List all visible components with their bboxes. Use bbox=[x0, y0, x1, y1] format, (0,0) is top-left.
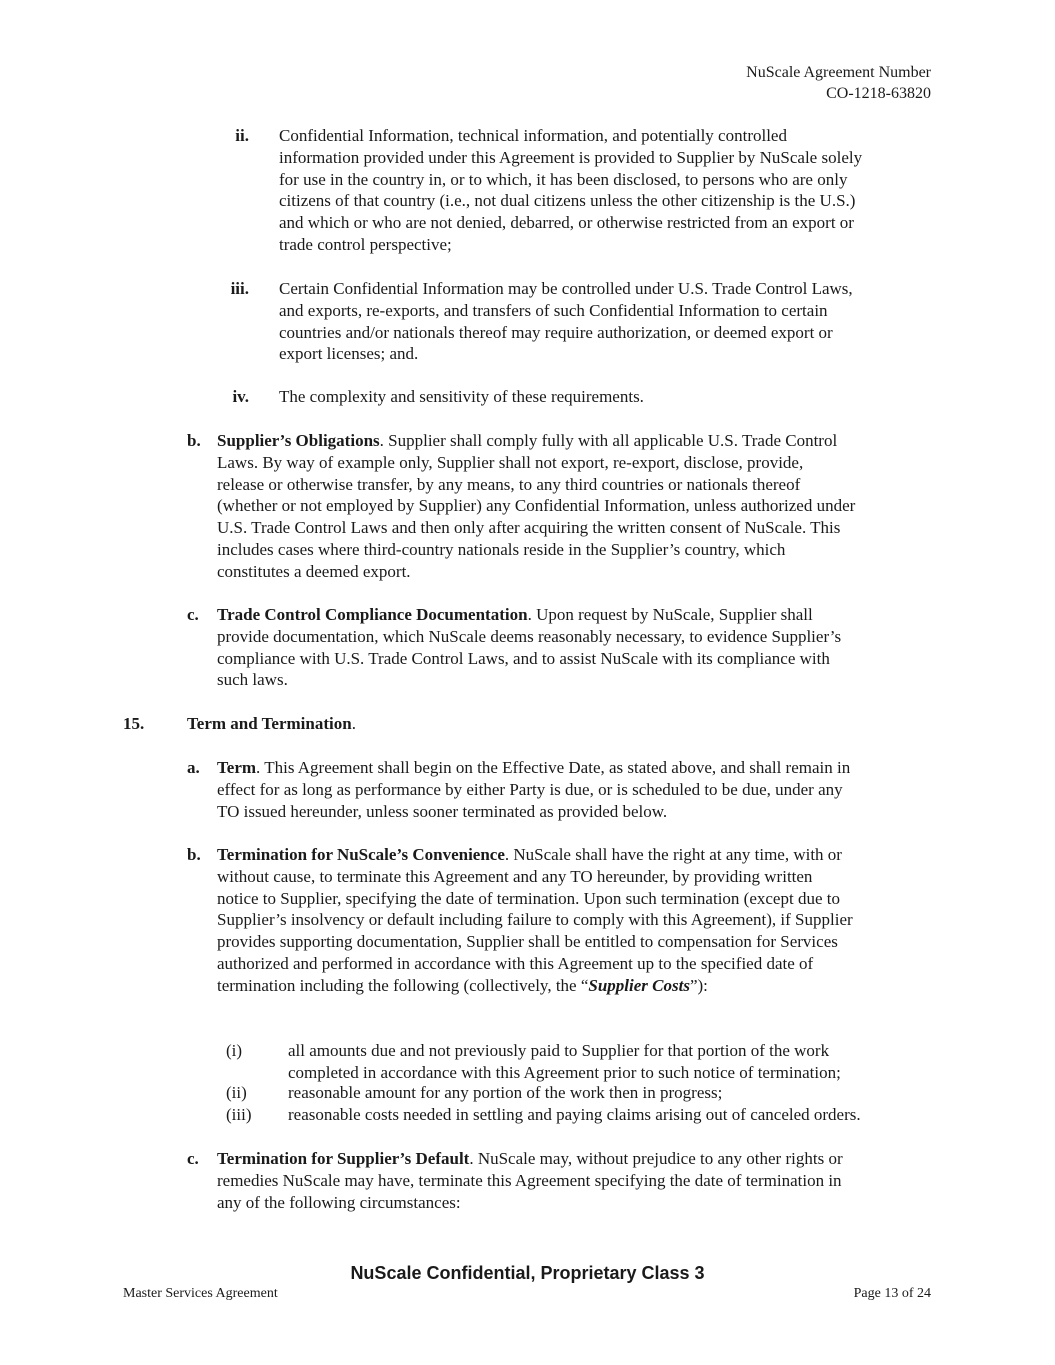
confidentiality-label: NuScale Confidential, Proprietary Class 3 bbox=[350, 1263, 705, 1283]
item-marker: (ii) bbox=[226, 1083, 247, 1102]
text-segment: citizens of that country (i.e., not dual citizens unless the other citizenship is the U.S.) bbox=[279, 191, 856, 211]
paragraph-s3 bbox=[288, 1104, 861, 1126]
text-line bbox=[288, 1104, 861, 1126]
text-segment: effect for as long as performance by either Party is due, or is scheduled to be due, under any bbox=[217, 779, 843, 799]
text-line bbox=[217, 626, 841, 648]
item-marker: (i) bbox=[226, 1041, 243, 1060]
text-segment: for use in the country in, or to which, it has been disclosed, to persons who are only bbox=[279, 169, 848, 189]
heading-term: Term bbox=[217, 758, 257, 777]
text-segment: and which or who are not denied, debarred, or otherwise restricted from an export or bbox=[279, 213, 854, 233]
item-marker: 15. bbox=[123, 714, 145, 733]
item-marker: (iii) bbox=[226, 1105, 252, 1124]
text-segment: completed in accordance with this Agreement prior to such notice of termination; bbox=[288, 1062, 841, 1082]
text-line bbox=[217, 1192, 843, 1214]
heading-term: Supplier’s Obligations bbox=[217, 431, 380, 450]
text-line bbox=[288, 1062, 841, 1084]
text-segment: any of the following circumstances: bbox=[217, 1192, 461, 1212]
text-segment: Confidential Information, technical information, and potentially controlled bbox=[279, 126, 787, 145]
text-segment: TO issued hereunder, unless sooner terminated as provided below. bbox=[217, 801, 668, 821]
text-line bbox=[217, 801, 850, 823]
text-line bbox=[217, 517, 855, 539]
text-segment: notice to Supplier, specifying the date of termination. Upon such termination (except due to bbox=[217, 888, 840, 908]
document-name: Master Services Agreement bbox=[123, 1286, 278, 1301]
text-segment: provide documentation, which NuScale deems reasonably necessary, to evidence Supplier’s bbox=[217, 626, 842, 646]
text-line bbox=[279, 169, 862, 191]
item-marker: c. bbox=[187, 1149, 199, 1168]
text-line bbox=[217, 495, 855, 517]
paragraph-15c bbox=[217, 1148, 843, 1213]
paragraph-14c bbox=[217, 604, 841, 691]
text-line bbox=[217, 975, 853, 997]
text-line bbox=[279, 322, 853, 344]
text-segment: export licenses; and. bbox=[279, 344, 419, 364]
text-line bbox=[217, 539, 855, 561]
text-line bbox=[217, 909, 853, 931]
paragraph-s1 bbox=[288, 1040, 841, 1084]
text-line bbox=[187, 713, 356, 735]
paragraph-iii bbox=[279, 278, 853, 365]
text-segment: . Upon request by NuScale, Supplier shall bbox=[527, 605, 813, 624]
text-line bbox=[279, 212, 862, 234]
item-marker: ii. bbox=[235, 126, 249, 145]
text-line bbox=[279, 125, 862, 147]
text-segment: . NuScale shall have the right at any time, with or bbox=[504, 845, 842, 864]
text-line bbox=[217, 931, 853, 953]
text-segment: Certain Confidential Information may be controlled under U.S. Trade Control Laws, bbox=[279, 279, 853, 298]
paragraph-s2 bbox=[288, 1082, 722, 1104]
text-line bbox=[217, 953, 853, 975]
heading-term: Supplier Costs bbox=[588, 975, 690, 995]
text-segment: remedies NuScale may have, terminate this Agreement specifying the date of termination in bbox=[217, 1170, 842, 1190]
text-segment: information provided under this Agreement is provided to Supplier by NuScale solely bbox=[279, 147, 863, 167]
text-line bbox=[279, 147, 862, 169]
text-segment: The complexity and sensitivity of these requirements. bbox=[279, 387, 644, 406]
text-line bbox=[217, 648, 841, 670]
text-segment: all amounts due and not previously paid to Supplier for that portion of the work bbox=[288, 1041, 830, 1060]
text-line bbox=[217, 604, 841, 626]
text-line bbox=[217, 474, 855, 496]
text-line bbox=[288, 1082, 722, 1104]
text-line bbox=[279, 386, 644, 408]
page-number: Page 13 of 24 bbox=[853, 1286, 931, 1301]
text-segment: ”): bbox=[689, 975, 708, 995]
text-segment: provides supporting documentation, Supplier shall be entitled to compensation for Services bbox=[217, 932, 838, 952]
paragraph-ii bbox=[279, 125, 862, 256]
text-segment: . NuScale may, without prejudice to any other rights or bbox=[469, 1149, 843, 1168]
text-segment: . bbox=[351, 714, 356, 733]
text-segment: countries and/or nationals thereof may require authorization, or deemed export or bbox=[279, 322, 833, 342]
item-marker: a. bbox=[187, 758, 200, 777]
text-line bbox=[279, 343, 853, 365]
text-line bbox=[217, 1170, 843, 1192]
text-line bbox=[217, 430, 855, 452]
text-segment: Supplier’s insolvency or default including failure to comply with this Agreement), if Supplier bbox=[217, 910, 853, 930]
text-line bbox=[217, 779, 850, 801]
agreement-number: CO-1218-63820 bbox=[826, 85, 931, 102]
paragraph-15a bbox=[217, 757, 850, 822]
text-segment: reasonable amount for any portion of the work then in progress; bbox=[288, 1083, 723, 1102]
text-line bbox=[217, 866, 853, 888]
text-segment: U.S. Trade Control Laws and then only after acquiring the written consent of NuScale. This bbox=[217, 518, 841, 538]
text-line bbox=[279, 234, 862, 256]
text-segment: release or otherwise transfer, by any means, to any third countries or nationals thereof bbox=[217, 474, 801, 494]
paragraph-15b bbox=[217, 844, 853, 997]
paragraph-14b bbox=[217, 430, 855, 583]
paragraph-iv bbox=[279, 386, 644, 408]
item-marker: iv. bbox=[232, 387, 249, 406]
text-segment: includes cases where third-country nationals reside in the Supplier’s country, which bbox=[217, 539, 786, 559]
text-segment: trade control perspective; bbox=[279, 234, 452, 254]
text-segment: . Supplier shall comply fully with all applicable U.S. Trade Control bbox=[379, 431, 838, 450]
text-segment: authorized and performed in accordance with this Agreement up to the specified date of bbox=[217, 953, 814, 973]
text-line bbox=[217, 452, 855, 474]
text-line bbox=[217, 888, 853, 910]
text-line bbox=[279, 300, 853, 322]
text-line bbox=[217, 1148, 843, 1170]
text-segment: such laws. bbox=[217, 670, 288, 690]
item-marker: b. bbox=[187, 431, 201, 450]
text-segment: constitutes a deemed export. bbox=[217, 561, 411, 581]
text-segment: . This Agreement shall begin on the Effective Date, as stated above, and shall remain in bbox=[256, 758, 851, 777]
text-line bbox=[217, 757, 850, 779]
text-line bbox=[217, 844, 853, 866]
heading-term: Trade Control Compliance Documentation bbox=[217, 605, 528, 624]
text-segment: termination including the following (collectively, the “ bbox=[217, 975, 589, 995]
heading-term: Termination for Supplier’s Default bbox=[217, 1149, 470, 1168]
agreement-number-label: NuScale Agreement Number bbox=[746, 64, 931, 81]
text-segment: reasonable costs needed in settling and paying claims arising out of canceled orders. bbox=[288, 1105, 861, 1124]
text-line bbox=[217, 669, 841, 691]
text-segment: (whether or not employed by Supplier) any Confidential Information, unless authorized under bbox=[217, 496, 856, 516]
text-line bbox=[288, 1040, 841, 1062]
item-marker: c. bbox=[187, 605, 199, 624]
heading-term: Term and Termination bbox=[187, 714, 352, 733]
text-segment: and exports, re-exports, and transfers of such Confidential Information to certain bbox=[279, 300, 828, 320]
text-line bbox=[279, 190, 862, 212]
text-segment: without cause, to terminate this Agreement and any TO hereunder, by providing written bbox=[217, 866, 813, 886]
text-line bbox=[279, 278, 853, 300]
text-line bbox=[217, 561, 855, 583]
paragraph-15 bbox=[187, 713, 356, 735]
text-segment: compliance with U.S. Trade Control Laws, and to assist NuScale with its compliance with bbox=[217, 648, 830, 668]
text-segment: Laws. By way of example only, Supplier shall not export, re-export, disclose, provide, bbox=[217, 452, 804, 472]
item-marker: iii. bbox=[230, 279, 249, 298]
item-marker: b. bbox=[187, 845, 201, 864]
heading-term: Termination for NuScale’s Convenience bbox=[217, 845, 505, 864]
